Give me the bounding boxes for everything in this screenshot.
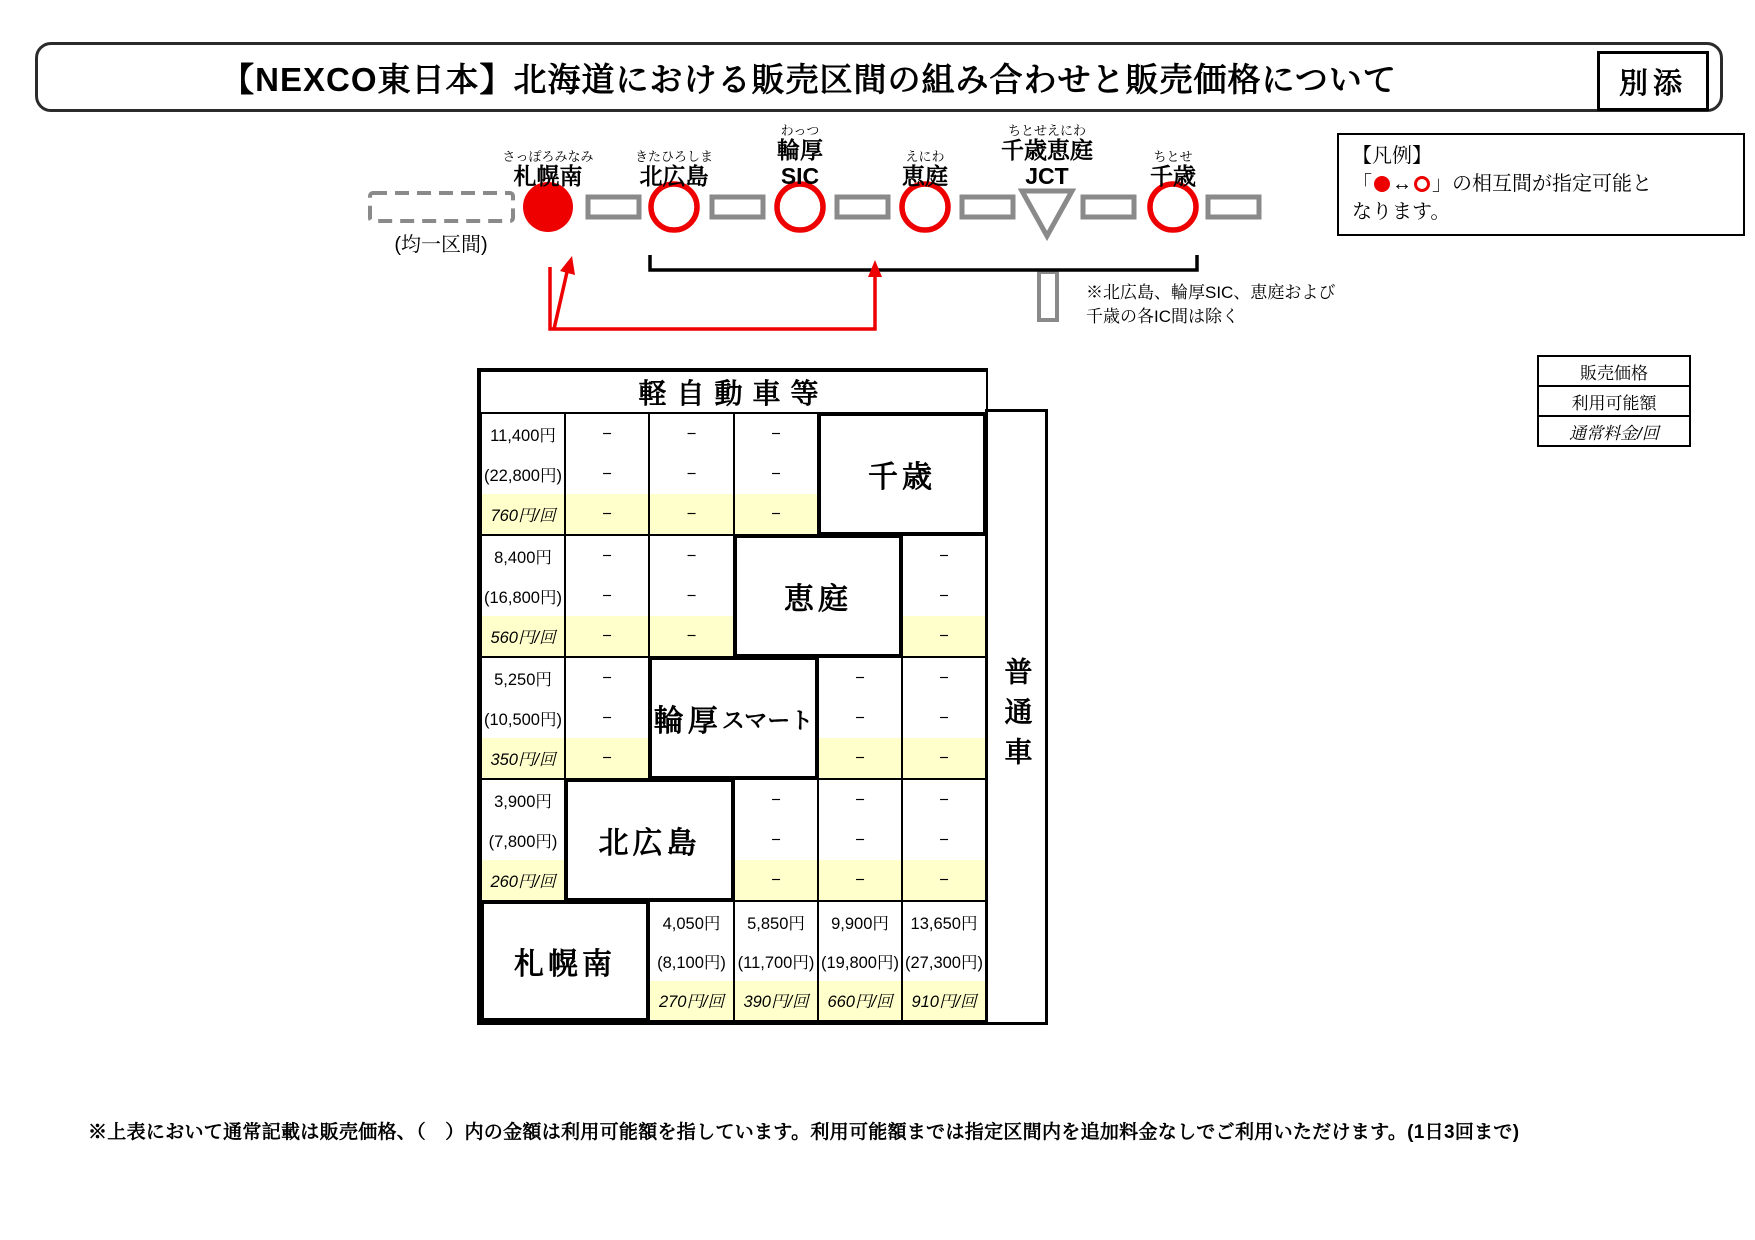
filled-circle-icon bbox=[1374, 176, 1390, 192]
ic-circle-eniwa bbox=[902, 184, 948, 230]
kei-fare-sapporominami-chitose: 11,400円 (22,800円) 760円/回 bbox=[480, 412, 566, 536]
ic-namebox-chitose: 千歳 bbox=[817, 412, 987, 536]
station-label-kitahiroshima: きたひろしま 北広島 bbox=[634, 149, 713, 190]
jct-south-stub bbox=[1039, 272, 1057, 320]
kei-fare-sapporominami-watsu: 5,250円 (10,500円) 350円/回 bbox=[480, 656, 566, 780]
station-label-eniwa: えにわ 恵庭 bbox=[902, 149, 948, 190]
station-label-sapporominami: さっぽろみなみ 札幌南 bbox=[502, 149, 594, 190]
road-segment bbox=[962, 197, 1013, 217]
kei-fare-sapporominami-kitahiroshima: 3,900円 (7,800円) 260円/回 bbox=[480, 778, 566, 902]
std-fare-sapporominami-eniwa: 9,900円 (19,800円) 660円/回 bbox=[817, 900, 903, 1022]
exclusion-note-line1: ※北広島、輪厚SIC、恵庭および bbox=[1086, 283, 1336, 302]
road-segment bbox=[1208, 197, 1259, 217]
both-ways-arrow-icon: ↔ bbox=[1392, 173, 1412, 195]
station-label-watsu-sic: わっつ 輪厚 SIC bbox=[777, 123, 823, 189]
ic-namebox-eniwa: 恵庭 bbox=[733, 534, 903, 658]
uniform-section-dashed-rect bbox=[370, 193, 513, 221]
dash-cell: − − − bbox=[817, 656, 903, 780]
jct-triangle bbox=[1022, 191, 1072, 236]
station-label-chitose: ちとせ 千歳 bbox=[1150, 149, 1196, 190]
dash-cell: − − − bbox=[648, 534, 735, 658]
range-bracket bbox=[650, 255, 1197, 270]
red-diagonal-arrowhead bbox=[560, 256, 575, 275]
dash-cell: − − − bbox=[901, 656, 987, 780]
ic-circle-kitahiroshima bbox=[651, 184, 697, 230]
uniform-section-label: (均一区間) bbox=[394, 234, 488, 256]
price-legend-table bbox=[1537, 355, 1691, 447]
price-legend-sale-price: 販売価格 bbox=[1539, 357, 1689, 385]
price-legend-normal-fare: 通常料金/回 bbox=[1539, 415, 1689, 445]
std-fare-sapporominami-watsu: 5,850円 (11,700円) 390円/回 bbox=[733, 900, 819, 1022]
dash-cell: − − − bbox=[901, 778, 987, 902]
station-label-chitose-eniwa-jct: ちとせえにわ 千歳恵庭 JCT bbox=[1001, 123, 1093, 189]
std-fare-sapporominami-kitahiroshima: 4,050円 (8,100円) 270円/回 bbox=[648, 900, 735, 1022]
footnote: ※上表において通常記載は販売価格、（ ）内の金額は利用可能額を指しています。利用可能額までは指定区間内を追加料金なしでご利用いただけます。(1日3回まで) bbox=[88, 1122, 1520, 1143]
legend-line2: なります。 bbox=[1352, 201, 1451, 223]
ic-circle-watsu-sic bbox=[777, 184, 823, 230]
standard-vehicle-column: 普通車 bbox=[985, 409, 1048, 1025]
ic-circle-chitose bbox=[1150, 184, 1196, 230]
open-circle-icon bbox=[1414, 176, 1430, 192]
dash-cell: − − − bbox=[564, 534, 650, 658]
dash-cell: − − − bbox=[901, 534, 987, 658]
dash-cell: − − − bbox=[564, 412, 650, 536]
dash-cell: − − − bbox=[564, 656, 650, 780]
attachment-tag: 別添 bbox=[1597, 51, 1709, 111]
ic-namebox-kitahiroshima: 北広島 bbox=[564, 778, 735, 902]
road-segment bbox=[712, 197, 763, 217]
std-fare-sapporominami-chitose: 13,650円 (27,300円) 910円/回 bbox=[901, 900, 987, 1022]
road-segment bbox=[837, 197, 888, 217]
legend-line1: 「 ↔ 」の相互間が指定可能と bbox=[1352, 173, 1652, 195]
dash-cell: − − − bbox=[817, 778, 903, 902]
ic-namebox-watsu-smart: 輪厚 スマート bbox=[648, 656, 819, 780]
legend-box bbox=[1337, 133, 1745, 236]
red-connector-line bbox=[550, 267, 875, 329]
kei-vehicle-header: 軽自動車等 bbox=[479, 370, 988, 414]
kei-fare-sapporominami-eniwa: 8,400円 (16,800円) 560円/回 bbox=[480, 534, 566, 658]
price-legend-usable-amount: 利用可能額 bbox=[1539, 385, 1689, 415]
ic-namebox-sapporominami: 札幌南 bbox=[480, 900, 650, 1022]
dash-cell: − − − bbox=[733, 778, 819, 902]
road-segment bbox=[588, 197, 639, 217]
page-title: 【NEXCO東日本】北海道における販売区間の組み合わせと販売価格について bbox=[221, 60, 1397, 98]
legend-heading: 【凡例】 bbox=[1352, 145, 1432, 167]
exclusion-note-line2: 千歳の各IC間は除く bbox=[1086, 307, 1239, 326]
dash-cell: − − − bbox=[733, 412, 819, 536]
fare-matrix-table bbox=[477, 368, 988, 1025]
dash-cell: − − − bbox=[648, 412, 735, 536]
red-diagonal-line bbox=[554, 272, 567, 329]
road-segment bbox=[1083, 197, 1134, 217]
